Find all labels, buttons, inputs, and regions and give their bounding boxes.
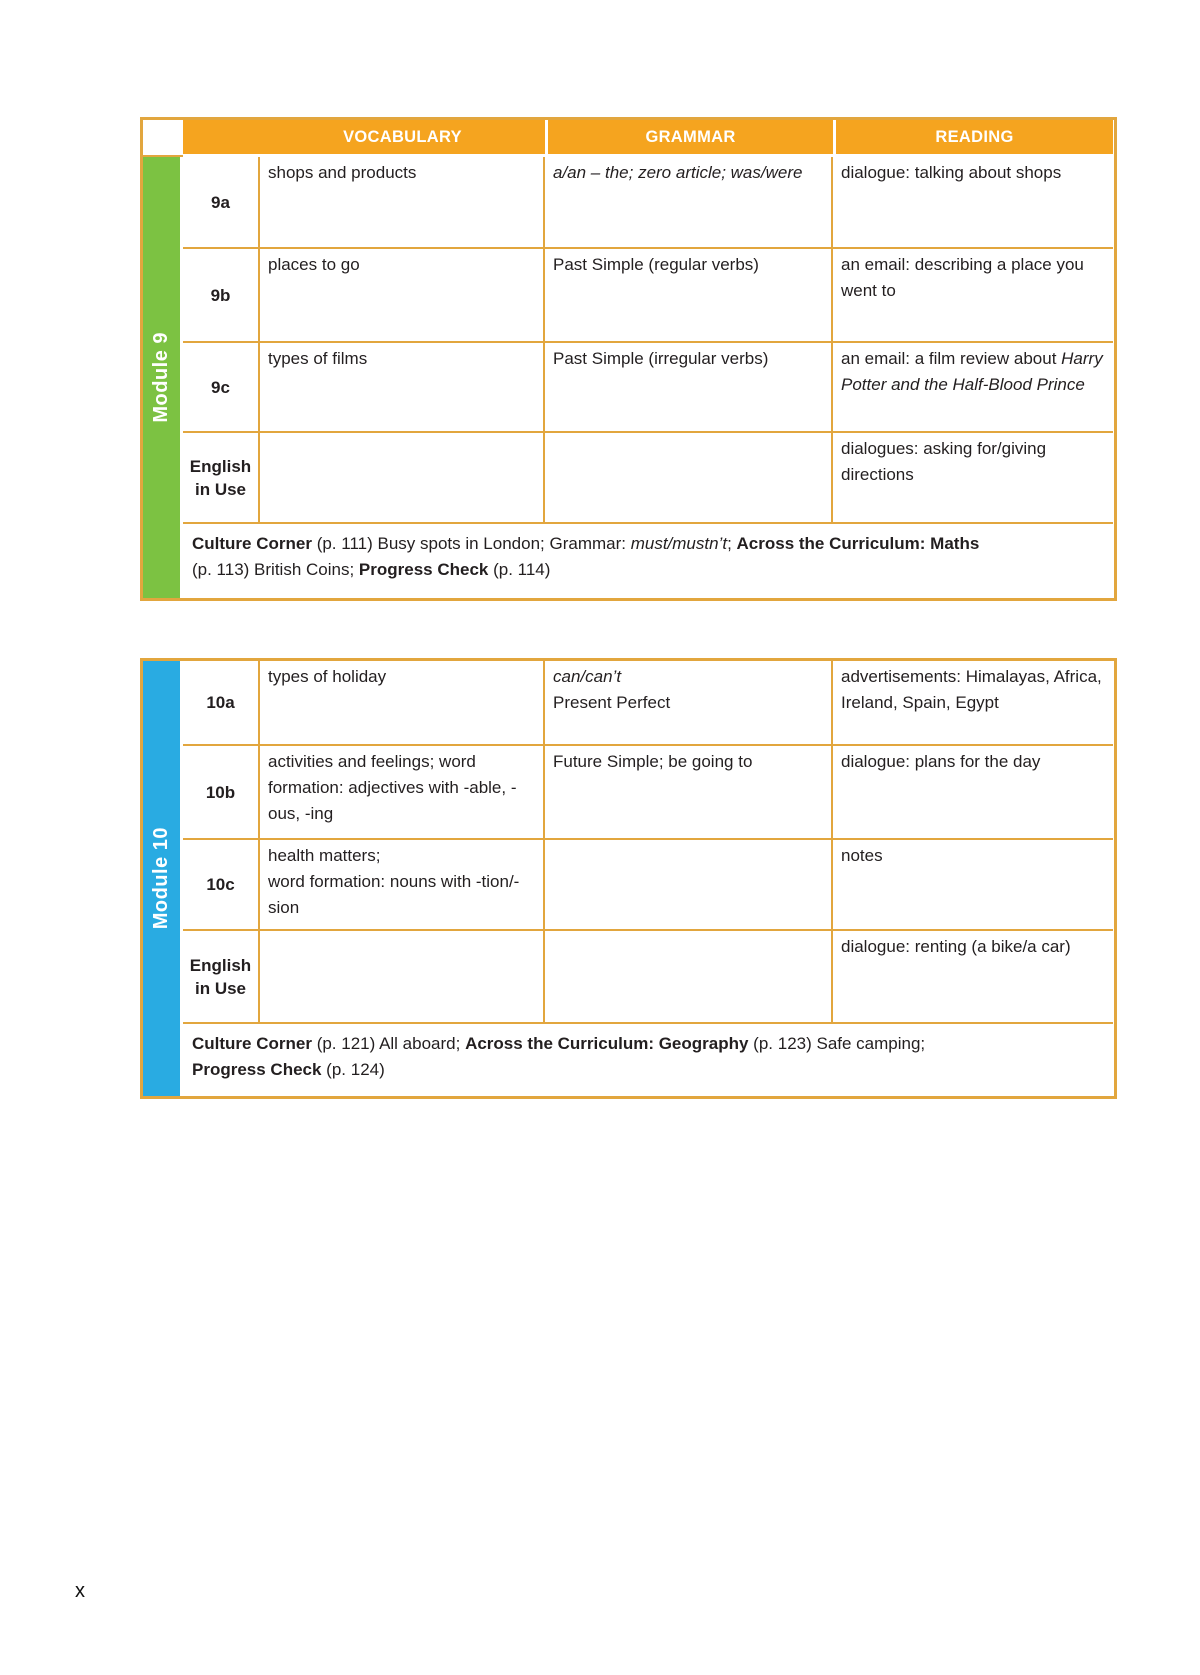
grammar-cell-9b: Past Simple (regular verbs) xyxy=(545,249,833,343)
vocabulary-cell-10a: types of holiday xyxy=(260,661,545,746)
column-header-reading xyxy=(833,120,1113,157)
reading-cell-9a: dialogue: talking about shops xyxy=(833,157,1113,249)
reading-cell-10b: dialogue: plans for the day xyxy=(833,746,1113,840)
module-9-bar-label: Module 9 xyxy=(150,332,172,423)
row-label-9c: 9c xyxy=(183,343,260,433)
reading-cell-10c: notes xyxy=(833,840,1113,931)
module-10-bar-label: Module 10 xyxy=(150,827,172,930)
grammar-cell-10b: Future Simple; be going to xyxy=(545,746,833,840)
reading-cell-10a: advertisements: Himalayas, Africa, Ireland, Spain, Egypt xyxy=(833,661,1113,746)
row-label-10b: 10b xyxy=(183,746,260,840)
culture-corner-row: Culture Corner (p. 121) All aboard; Across the Curriculum: Geography (p. 123) Safe camping; Progress Check (p. 124) xyxy=(192,1034,926,1079)
reading-cell-english-in-use: dialogues: asking for/giving directions xyxy=(833,433,1113,524)
row-label-10a: 10a xyxy=(183,661,260,746)
row-label-9a: 9a xyxy=(183,157,260,249)
row-label-english-in-use: English in Use xyxy=(183,931,260,1024)
header-corner-cell xyxy=(143,120,183,157)
vocabulary-cell-9a: shops and products xyxy=(260,157,545,249)
vocabulary-cell-10b: activities and feelings; word formation: adjectives with -able, -ous, -ing xyxy=(260,746,545,840)
module-9-syllabus-table xyxy=(140,117,1117,601)
reading-cell-9b: an email: describing a place you went to xyxy=(833,249,1113,343)
vocabulary-cell-english-in-use xyxy=(260,931,545,1024)
grammar-cell-english-in-use xyxy=(545,931,833,1024)
row-label-9b: 9b xyxy=(183,249,260,343)
vocabulary-cell-9b: places to go xyxy=(260,249,545,343)
vocabulary-cell-10c: health matters; word formation: nouns with -tion/-sion xyxy=(260,840,545,931)
reading-cell-9c: an email: a film review about Harry Potter and the Half-Blood Prince xyxy=(833,343,1113,433)
row-label-10c: 10c xyxy=(183,840,260,931)
grammar-cell-9c: Past Simple (irregular verbs) xyxy=(545,343,833,433)
reading-cell-english-in-use: dialogue: renting (a bike/a car) xyxy=(833,931,1113,1024)
module-10-syllabus-table xyxy=(140,658,1117,1099)
module-10-bar xyxy=(143,661,180,1096)
grammar-cell-english-in-use xyxy=(545,433,833,524)
module-9-bar xyxy=(143,157,180,598)
vocabulary-cell-9c: types of films xyxy=(260,343,545,433)
row-label-english-in-use: English in Use xyxy=(183,433,260,524)
column-header-grammar xyxy=(545,120,833,157)
column-header-label: READING xyxy=(935,127,1014,146)
grammar-cell-10a: can/can’t Present Perfect xyxy=(545,661,833,746)
page-number: x xyxy=(75,1580,85,1602)
column-header-label: GRAMMAR xyxy=(645,127,736,146)
grammar-cell-9a: a/an – the; zero article; was/were xyxy=(545,157,833,249)
column-header-vocabulary xyxy=(183,120,545,157)
vocabulary-cell-english-in-use xyxy=(260,433,545,524)
grammar-cell-10c xyxy=(545,840,833,931)
column-header-label: VOCABULARY xyxy=(343,127,462,146)
culture-corner-row: Culture Corner (p. 111) Busy spots in London; Grammar: must/mustn’t; Across the Curriculum: Maths (p. 113) British Coins; Progress Check (p. 114) xyxy=(192,534,980,579)
